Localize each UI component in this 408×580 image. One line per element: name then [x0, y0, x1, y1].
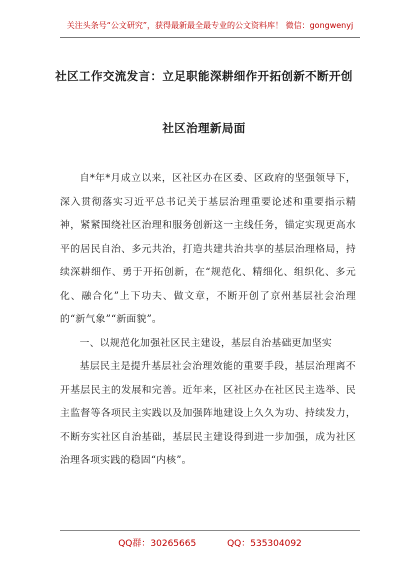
page-header: [60, 20, 360, 38]
header-promo-text: 关注头条号“公文研究”，获得最新最全最专业的公文资料库！ 微信：gongwenyj: [66, 21, 354, 30]
body-paragraph: 自*年*月成立以来，区社区办在区委、区政府的坚强领导下，深入贯彻落实习近平总书记关于基层治理重要论述和重要指示精神，紧紧围绕社区治理和服务创新这一主线任务，锚定实现更高水平的居民自治、多元共治，打造共建共治共享的基层治理格局，持续深耕细作、勇于开拓创新，在“规范化、精细化、组织化、多元化、融合化”上下功夫、做文章，不断开创了京州基层社会治理的“新气象”“新面貌”。: [60, 173, 356, 325]
page-footer: [60, 530, 360, 549]
body-paragraph: 基层民主是提升基层社会治理效能的重要手段，基层治理离不开基层民主的发展和完善。近年来，区社区办在社区民主选举、民主监督等各项民主实践以及加强阵地建设上久久为功、持续发力，不断夯实社区自治基础，基层民主建设得到进一步加强，成为社区治理各项实践的稳固“内核”。: [60, 361, 356, 466]
footer-qq-group: QQ群：30265665: [118, 539, 197, 549]
section-heading: 一、以规范化加强社区民主建设，基层自治基础更加坚实: [79, 337, 333, 349]
footer-qq-number: QQ：535304092: [227, 539, 302, 549]
document-title-line-2: 社区治理新局面: [162, 121, 246, 135]
document-title-line-1: 社区工作交流发言：立足职能深耕细作开拓创新不断开创: [55, 69, 353, 83]
document-body: [60, 167, 356, 473]
